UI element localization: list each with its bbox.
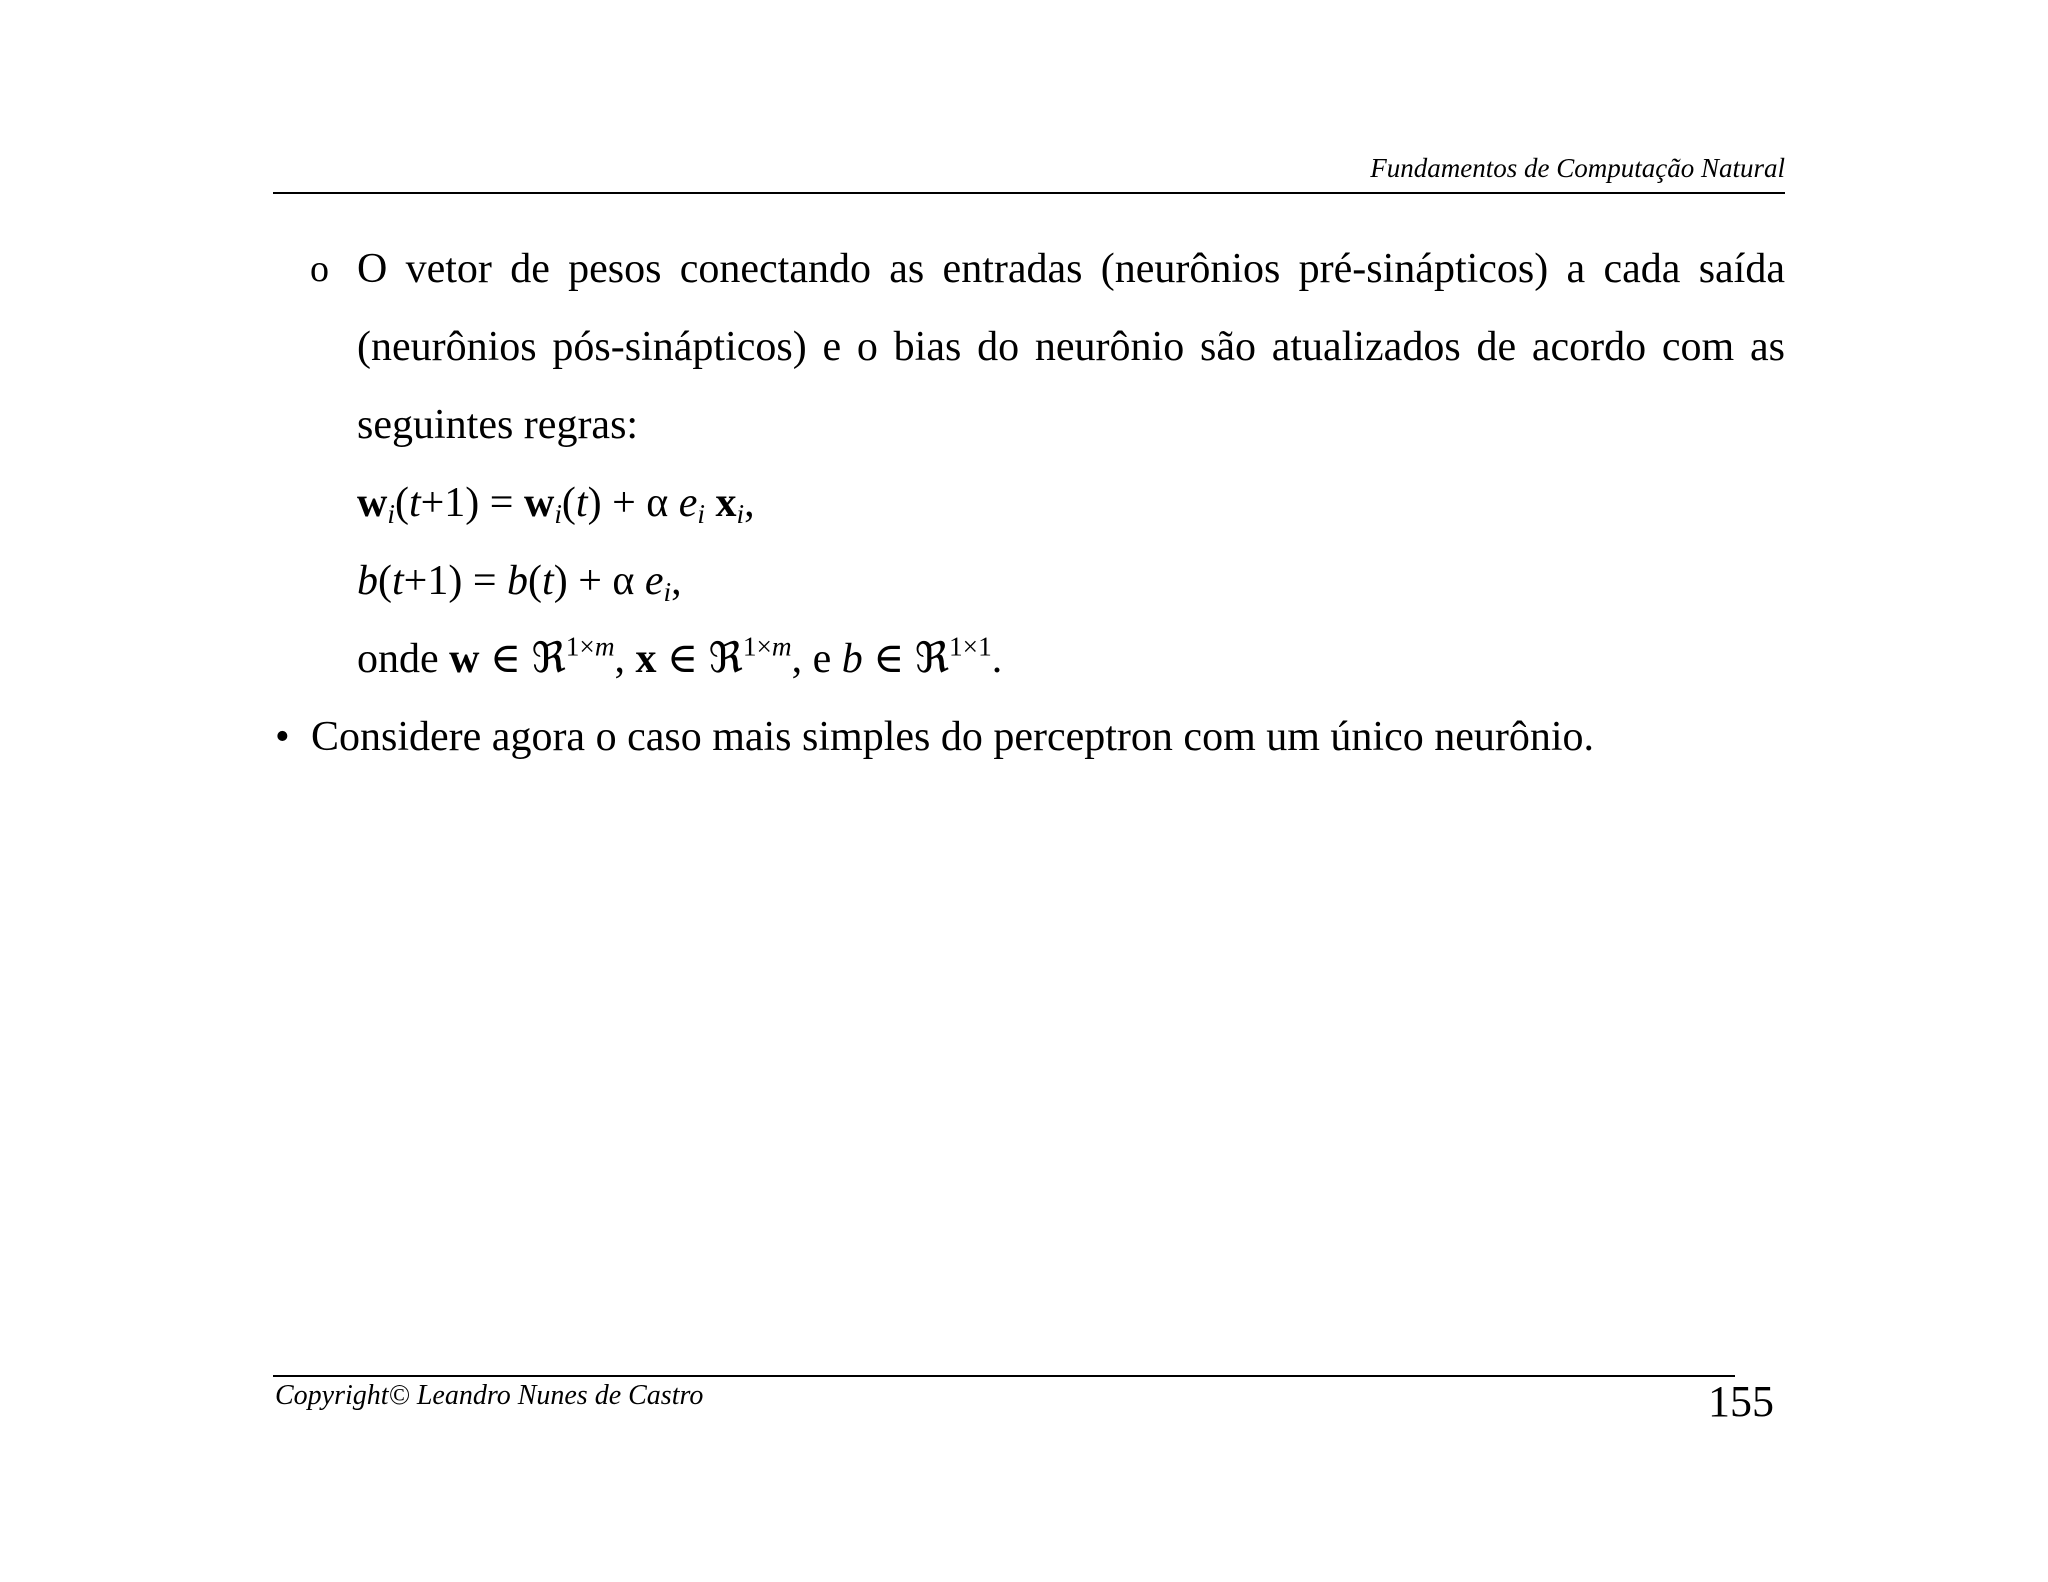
eq-text: , e bbox=[791, 636, 842, 682]
domain-definitions bbox=[357, 620, 1785, 698]
eq-superscript: m bbox=[771, 631, 792, 662]
eq-superscript: 1×1 bbox=[949, 631, 992, 662]
eq-symbol: b bbox=[357, 558, 378, 604]
eq-text: ) + α bbox=[587, 480, 679, 526]
weight-update-equation bbox=[357, 464, 1785, 542]
eq-superscript: m bbox=[594, 631, 615, 662]
weight-vector-paragraph: O vetor de pesos conectando as entradas (neurônios pré-sinápticos) a cada saída (neurônios pós-sinápticos) e o bias do neurônio são atualizados de acordo com as seguintes regras: bbox=[357, 246, 1785, 448]
eq-subscript: i bbox=[663, 576, 672, 607]
eq-subscript: i bbox=[554, 498, 562, 529]
eq-subscript: i bbox=[387, 498, 395, 529]
eq-symbol: e bbox=[678, 480, 698, 526]
eq-text: , bbox=[744, 480, 755, 526]
page-number: 155 bbox=[1708, 1377, 1774, 1426]
eq-text: ( bbox=[394, 480, 409, 526]
eq-text: ( bbox=[561, 480, 576, 526]
eq-text: , bbox=[671, 558, 682, 604]
eq-text: ( bbox=[528, 558, 543, 604]
eq-text: ∈ ℜ bbox=[656, 636, 743, 682]
bullet-text: Considere agora o caso mais simples do perceptron com um único neurônio. bbox=[311, 714, 1595, 760]
eq-text bbox=[705, 480, 716, 526]
eq-superscript: 1× bbox=[742, 631, 772, 662]
eq-text: ∈ ℜ bbox=[862, 636, 950, 682]
eq-symbol: w bbox=[357, 480, 388, 526]
eq-text: +1) = bbox=[403, 558, 508, 604]
eq-symbol: t bbox=[575, 480, 588, 526]
page-content bbox=[273, 230, 1785, 776]
bullet-marker: • bbox=[275, 714, 290, 760]
eq-symbol: b bbox=[507, 558, 529, 604]
eq-symbol: t bbox=[392, 558, 404, 604]
eq-text: , bbox=[614, 636, 636, 682]
eq-symbol: t bbox=[408, 480, 421, 526]
eq-subscript: i bbox=[697, 498, 706, 529]
eq-subscript: i bbox=[736, 498, 745, 529]
eq-symbol: x bbox=[715, 480, 737, 526]
footer-copyright: Copyright© Leandro Nunes de Castro bbox=[275, 1380, 704, 1411]
running-header-title: Fundamentos de Computação Natural bbox=[1370, 153, 1785, 183]
eq-text: onde bbox=[357, 636, 450, 682]
sub-bullet-item bbox=[273, 230, 1785, 698]
eq-text: +1) = bbox=[420, 480, 524, 526]
eq-symbol: w bbox=[523, 480, 555, 526]
eq-text: . bbox=[991, 636, 1003, 682]
eq-symbol: x bbox=[635, 636, 657, 682]
bias-update-equation bbox=[357, 542, 1785, 620]
hollow-bullet-marker: o bbox=[310, 248, 329, 290]
eq-superscript: 1× bbox=[565, 631, 595, 662]
eq-text: ) + α bbox=[553, 558, 645, 604]
eq-symbol: w bbox=[449, 636, 480, 682]
footer-rule bbox=[273, 1375, 1735, 1377]
eq-text: ∈ ℜ bbox=[479, 636, 566, 682]
bullet-item bbox=[273, 698, 1785, 776]
eq-text: ( bbox=[378, 558, 392, 604]
eq-symbol: e bbox=[644, 558, 664, 604]
eq-symbol: b bbox=[841, 636, 863, 682]
eq-symbol: t bbox=[542, 558, 554, 604]
header-rule bbox=[273, 192, 1785, 194]
